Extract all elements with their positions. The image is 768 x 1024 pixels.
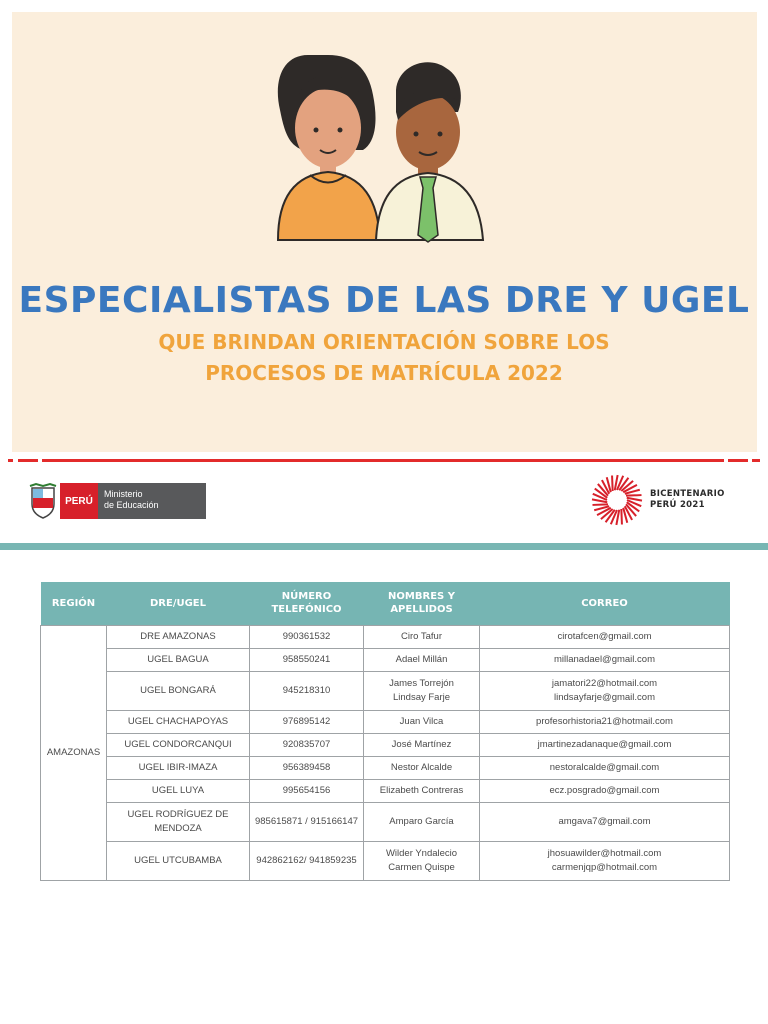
email-cell[interactable]: profesorhistoria21@hotmail.com	[480, 710, 730, 733]
table-row	[41, 648, 730, 671]
unit-cell	[107, 802, 250, 841]
unit-cell: UGEL IBIR-IMAZA	[107, 756, 250, 779]
name-cell	[364, 841, 480, 880]
name-cell: José Martínez	[364, 733, 480, 756]
specialists-table	[40, 582, 730, 881]
email-cell[interactable]: amgava7@gmail.com	[480, 802, 730, 841]
bicentenario-logo	[590, 473, 725, 527]
unit-cell: UGEL CONDORCANQUI	[107, 733, 250, 756]
name-cell	[364, 671, 480, 710]
header-names-line2: APELLIDOS	[390, 604, 453, 616]
name-line1: James Torrejón	[389, 677, 454, 689]
name-line2: Carmen Quispe	[388, 861, 455, 873]
header-names	[364, 582, 480, 625]
name-line2: Lindsay Farje	[392, 691, 451, 703]
name-cell: Elizabeth Contreras	[364, 779, 480, 802]
table-row	[41, 756, 730, 779]
sunburst-ray	[612, 475, 613, 490]
table-row	[41, 733, 730, 756]
phone-cell: 995654156	[250, 779, 364, 802]
phone-cell: 956389458	[250, 756, 364, 779]
table-row	[41, 779, 730, 802]
minedu-logo	[28, 482, 206, 520]
name-cell: Nestor Alcalde	[364, 756, 480, 779]
phone-cell: 990361532	[250, 625, 364, 648]
unit-cell: UGEL UTCUBAMBA	[107, 841, 250, 880]
unit-cell: UGEL BAGUA	[107, 648, 250, 671]
table-row	[41, 671, 730, 710]
header-region: REGIÓN	[41, 582, 107, 625]
phone-cell: 945218310	[250, 671, 364, 710]
ministerio-line1: Ministerio	[104, 489, 143, 499]
bicentenario-text	[650, 489, 725, 511]
unit-cell: UGEL CHACHAPOYAS	[107, 710, 250, 733]
two-specialists-illustration	[268, 50, 498, 250]
unit-line2: MENDOZA	[154, 822, 202, 834]
name-cell: Juan Vilca	[364, 710, 480, 733]
email-line1[interactable]: jhosuawilder@hotmail.com	[547, 847, 662, 859]
peru-label: PERÚ	[60, 483, 98, 519]
email-line2[interactable]: carmenjqp@hotmail.com	[551, 861, 658, 873]
bicentenario-line2: PERÚ 2021	[650, 500, 705, 510]
name-cell: Ciro Tafur	[364, 625, 480, 648]
email-cell[interactable]: cirotafcen@gmail.com	[480, 625, 730, 648]
name-cell: Adael Millán	[364, 648, 480, 671]
table-row	[41, 710, 730, 733]
region-cell: AMAZONAS	[41, 625, 107, 880]
phone-cell: 942862162/ 941859235	[250, 841, 364, 880]
email-cell[interactable]: nestoralcalde@gmail.com	[480, 756, 730, 779]
ministerio-line2: de Educación	[104, 500, 159, 510]
phone-cell: 976895142	[250, 710, 364, 733]
email-cell	[480, 671, 730, 710]
table-header-row	[41, 582, 730, 625]
teal-divider	[0, 543, 768, 550]
bicentenario-line1: BICENTENARIO	[650, 489, 725, 499]
unit-line1: UGEL RODRÍGUEZ DE	[127, 808, 229, 820]
unit-cell: UGEL BONGARÁ	[107, 671, 250, 710]
phone-cell: 958550241	[250, 648, 364, 671]
sunburst-ray	[621, 509, 622, 524]
header-phone-line2: TELEFÓNICO	[271, 604, 342, 616]
email-line2[interactable]: lindsayfarje@gmail.com	[554, 691, 655, 703]
email-cell	[480, 841, 730, 880]
header-dre-ugel: DRE/UGEL	[107, 582, 250, 625]
table-row	[41, 841, 730, 880]
header-phone	[250, 582, 364, 625]
bicentenario-sunburst-icon	[590, 473, 644, 527]
header-names-line1: NOMBRES Y	[388, 591, 455, 603]
email-cell[interactable]: millanadael@gmail.com	[480, 648, 730, 671]
phone-cell: 920835707	[250, 733, 364, 756]
coat-of-arms-icon	[28, 482, 58, 520]
header-email: CORREO	[480, 582, 730, 625]
page-subtitle-line2: PROCESOS DE MATRÍCULA 2022	[205, 361, 563, 385]
red-dashed-divider	[8, 458, 760, 463]
header-phone-line1: NÚMERO	[281, 591, 332, 603]
page-subtitle-line1: QUE BRINDAN ORIENTACIÓN SOBRE LOS	[158, 330, 610, 354]
name-cell: Amparo García	[364, 802, 480, 841]
sunburst-ray	[592, 504, 607, 505]
unit-cell: UGEL LUYA	[107, 779, 250, 802]
sunburst-ray	[626, 495, 641, 496]
page-title: ESPECIALISTAS DE LAS DRE Y UGEL	[18, 280, 750, 321]
phone-cell: 985615871 / 915166147	[250, 802, 364, 841]
name-line1: Wilder Yndalecio	[385, 847, 458, 859]
table-row	[41, 802, 730, 841]
email-line1[interactable]: jamatori22@hotmail.com	[551, 677, 658, 689]
unit-cell: DRE AMAZONAS	[107, 625, 250, 648]
email-cell[interactable]: jmartinezadanaque@gmail.com	[480, 733, 730, 756]
ministerio-label	[98, 483, 206, 519]
email-cell[interactable]: ecz.posgrado@gmail.com	[480, 779, 730, 802]
table-row	[41, 625, 730, 648]
